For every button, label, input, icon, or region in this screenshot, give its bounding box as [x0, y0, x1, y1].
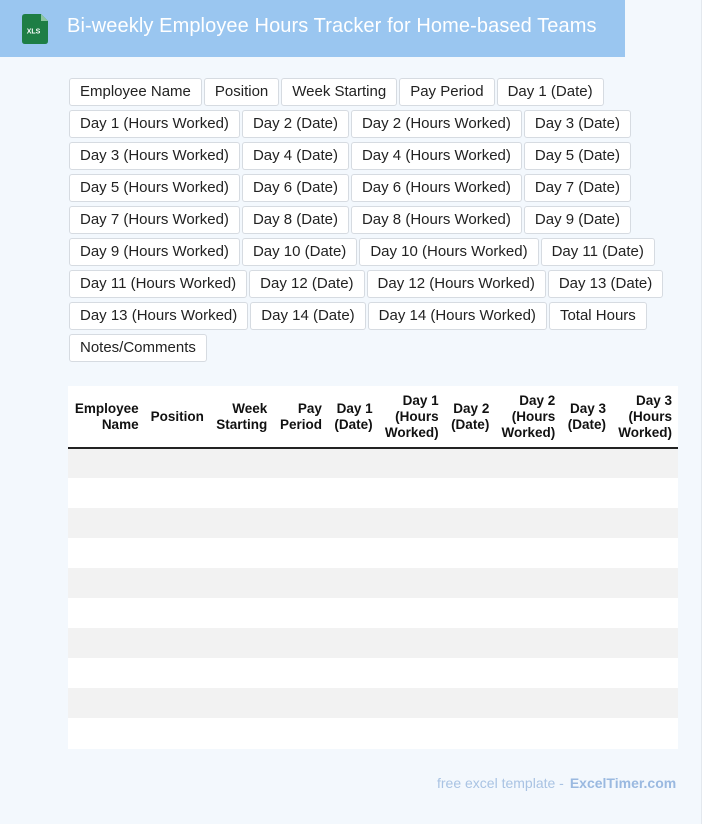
table-row [68, 508, 678, 538]
table-cell[interactable] [561, 538, 612, 568]
table-cell[interactable] [379, 628, 445, 658]
table-cell[interactable] [210, 568, 273, 598]
table-cell[interactable] [273, 658, 328, 688]
column-header [612, 386, 678, 448]
field-chip[interactable]: Position [204, 78, 279, 106]
table-cell[interactable] [68, 658, 145, 688]
table-cell[interactable] [273, 718, 328, 748]
column-header-line: (Date) [334, 416, 373, 432]
table-cell[interactable] [612, 448, 678, 478]
table-cell[interactable] [379, 448, 445, 478]
field-chip[interactable]: Day 11 (Hours Worked) [69, 270, 247, 298]
table-cell[interactable] [210, 448, 273, 478]
table-cell[interactable] [273, 568, 328, 598]
table-cell[interactable] [379, 718, 445, 748]
field-chip[interactable]: Day 14 (Date) [250, 302, 365, 330]
table-cell[interactable] [445, 508, 496, 538]
table-cell[interactable] [495, 448, 561, 478]
column-header [495, 386, 561, 448]
table-cell[interactable] [495, 478, 561, 508]
column-header [561, 386, 612, 448]
table-cell[interactable] [495, 718, 561, 748]
table-cell[interactable] [68, 508, 145, 538]
table-cell[interactable] [612, 718, 678, 748]
table-cell[interactable] [445, 628, 496, 658]
table-cell[interactable] [379, 478, 445, 508]
table-cell[interactable] [495, 598, 561, 628]
table-cell[interactable] [612, 598, 678, 628]
column-header-line: Worked) [384, 424, 439, 440]
page-title: Bi-weekly Employee Hours Tracker for Home-based Teams [67, 15, 597, 37]
column-header-line: Name [101, 416, 139, 432]
table-cell[interactable] [210, 628, 273, 658]
table-cell[interactable] [561, 688, 612, 718]
table-cell[interactable] [445, 658, 496, 688]
column-header-line: Starting [216, 416, 268, 432]
table-cell[interactable] [328, 508, 379, 538]
column-header [68, 386, 145, 448]
table-cell[interactable] [145, 658, 210, 688]
table-cell[interactable] [145, 478, 210, 508]
table-cell[interactable] [328, 688, 379, 718]
table-row [68, 478, 678, 508]
table-cell[interactable] [210, 688, 273, 718]
table-cell[interactable] [145, 508, 210, 538]
field-chip[interactable]: Day 5 (Date) [524, 142, 631, 170]
field-chip[interactable]: Day 13 (Date) [548, 270, 663, 298]
table-row [68, 448, 678, 478]
field-chip[interactable]: Day 11 (Date) [541, 238, 655, 266]
table-cell[interactable] [612, 568, 678, 598]
column-header-line: (Hours [511, 408, 556, 424]
table-cell[interactable] [495, 568, 561, 598]
column-header [328, 386, 379, 448]
field-chip[interactable]: Day 12 (Hours Worked) [367, 270, 546, 298]
table-cell[interactable] [68, 598, 145, 628]
column-header-line: Day 3 [569, 400, 606, 416]
table-cell[interactable] [379, 598, 445, 628]
field-chip[interactable]: Notes/Comments [69, 334, 207, 362]
table-cell[interactable] [68, 568, 145, 598]
column-header-line: Week [232, 400, 268, 416]
column-header-line: (Hours [628, 408, 672, 424]
table-cell[interactable] [495, 658, 561, 688]
table-cell[interactable] [328, 718, 379, 748]
table-cell[interactable] [68, 628, 145, 658]
table-cell[interactable] [145, 568, 210, 598]
table-cell[interactable] [68, 538, 145, 568]
field-chip[interactable]: Day 8 (Hours Worked) [351, 206, 522, 234]
table-cell[interactable] [561, 448, 612, 478]
table-cell[interactable] [445, 598, 496, 628]
table-cell[interactable] [328, 628, 379, 658]
xls-icon-label: XLS [26, 28, 41, 36]
table-cell[interactable] [145, 718, 210, 748]
table-cell[interactable] [612, 478, 678, 508]
table-row [68, 658, 678, 688]
table-cell[interactable] [145, 448, 210, 478]
field-chip[interactable]: Day 3 (Date) [524, 110, 631, 138]
table-cell[interactable] [68, 478, 145, 508]
table-cell[interactable] [445, 538, 496, 568]
table-cell[interactable] [561, 658, 612, 688]
field-chip-list [69, 78, 669, 362]
table-row [68, 628, 678, 658]
table-cell[interactable] [561, 718, 612, 748]
field-chip[interactable]: Day 1 (Date) [497, 78, 604, 106]
table-cell[interactable] [210, 598, 273, 628]
table-cell[interactable] [328, 598, 379, 628]
column-header-line: Worked) [618, 424, 672, 440]
table-cell[interactable] [612, 658, 678, 688]
table-cell[interactable] [273, 598, 328, 628]
table-cell[interactable] [495, 628, 561, 658]
table-row [68, 568, 678, 598]
table-row [68, 538, 678, 568]
column-header [379, 386, 445, 448]
field-chip[interactable]: Employee Name [69, 78, 202, 106]
table-cell[interactable] [495, 508, 561, 538]
footer [437, 775, 676, 791]
table-cell[interactable] [561, 508, 612, 538]
table-cell[interactable] [612, 538, 678, 568]
table-cell[interactable] [328, 448, 379, 478]
table-cell[interactable] [328, 478, 379, 508]
column-header-line: Day 2 [519, 392, 556, 408]
tracker-table [68, 386, 678, 749]
field-chip[interactable]: Day 14 (Hours Worked) [368, 302, 547, 330]
field-chip[interactable]: Day 7 (Date) [524, 174, 631, 202]
field-chip[interactable]: Day 2 (Hours Worked) [351, 110, 522, 138]
title-bar [0, 0, 625, 57]
column-header-line: Day 1 [402, 392, 439, 408]
field-chip[interactable]: Day 4 (Hours Worked) [351, 142, 522, 170]
table-cell[interactable] [273, 448, 328, 478]
table-cell[interactable] [379, 688, 445, 718]
table-cell[interactable] [612, 508, 678, 538]
field-chip[interactable]: Week Starting [281, 78, 397, 106]
field-chip[interactable]: Day 5 (Hours Worked) [69, 174, 240, 202]
table-cell[interactable] [273, 688, 328, 718]
table-cell[interactable] [445, 448, 496, 478]
table-cell[interactable] [145, 688, 210, 718]
field-chip[interactable]: Day 13 (Hours Worked) [69, 302, 248, 330]
table-cell[interactable] [68, 448, 145, 478]
field-chip[interactable]: Day 6 (Date) [242, 174, 349, 202]
table-cell[interactable] [273, 538, 328, 568]
table-cell[interactable] [495, 538, 561, 568]
table-cell[interactable] [561, 478, 612, 508]
column-header [445, 386, 496, 448]
table-cell[interactable] [273, 508, 328, 538]
table-cell[interactable] [68, 718, 145, 748]
table-cell[interactable] [68, 688, 145, 718]
table-row [68, 718, 678, 748]
field-chip[interactable]: Day 8 (Date) [242, 206, 349, 234]
table-cell[interactable] [210, 478, 273, 508]
table-cell[interactable] [145, 598, 210, 628]
xls-file-icon [22, 14, 50, 44]
column-header-line: Worked) [501, 424, 556, 440]
column-header [145, 386, 210, 448]
column-header-line: Day 3 [635, 392, 672, 408]
column-header-line: Day 1 [336, 400, 373, 416]
column-header-line: Pay [297, 400, 322, 416]
field-chip[interactable]: Total Hours [549, 302, 647, 330]
table-cell[interactable] [273, 628, 328, 658]
table-cell[interactable] [445, 568, 496, 598]
table-cell[interactable] [561, 598, 612, 628]
table-row [68, 688, 678, 718]
table-cell[interactable] [210, 658, 273, 688]
table-cell[interactable] [379, 658, 445, 688]
field-chip[interactable]: Day 9 (Date) [524, 206, 631, 234]
column-header-line: (Date) [451, 416, 490, 432]
column-header [273, 386, 328, 448]
field-chip[interactable]: Day 2 (Date) [242, 110, 349, 138]
table-cell[interactable] [328, 568, 379, 598]
table-cell[interactable] [379, 538, 445, 568]
field-chip[interactable]: Day 10 (Hours Worked) [359, 238, 538, 266]
table-row [68, 598, 678, 628]
field-chip[interactable]: Day 1 (Hours Worked) [69, 110, 240, 138]
table-cell[interactable] [445, 718, 496, 748]
column-header-line: Period [279, 416, 322, 432]
field-chip[interactable]: Pay Period [399, 78, 494, 106]
table-cell[interactable] [145, 538, 210, 568]
column-header-line: (Date) [567, 416, 606, 432]
field-chip[interactable]: Day 3 (Hours Worked) [69, 142, 240, 170]
table-cell[interactable] [328, 538, 379, 568]
table-cell[interactable] [145, 628, 210, 658]
table-cell[interactable] [210, 538, 273, 568]
table-header-row [68, 386, 678, 448]
field-chip[interactable]: Day 6 (Hours Worked) [351, 174, 522, 202]
field-chip[interactable]: Day 10 (Date) [242, 238, 357, 266]
field-chip[interactable]: Day 12 (Date) [249, 270, 364, 298]
table-cell[interactable] [495, 688, 561, 718]
table-cell[interactable] [612, 688, 678, 718]
field-chip[interactable]: Day 7 (Hours Worked) [69, 206, 240, 234]
table-cell[interactable] [210, 718, 273, 748]
table-cell[interactable] [328, 658, 379, 688]
column-header-line: Day 2 [453, 400, 490, 416]
table-cell[interactable] [561, 568, 612, 598]
table-cell[interactable] [561, 628, 612, 658]
field-chip[interactable]: Day 4 (Date) [242, 142, 349, 170]
field-chip[interactable]: Day 9 (Hours Worked) [69, 238, 240, 266]
column-header-line: Employee [74, 400, 139, 416]
table-cell[interactable] [273, 478, 328, 508]
table-cell[interactable] [445, 688, 496, 718]
table-cell[interactable] [612, 628, 678, 658]
column-header-line: (Hours [395, 408, 439, 424]
footer-brand-link[interactable]: ExcelTimer.com [569, 775, 677, 791]
column-header [210, 386, 273, 448]
table-cell[interactable] [445, 478, 496, 508]
column-header-line: Position [150, 408, 204, 424]
table-cell[interactable] [210, 508, 273, 538]
table-cell[interactable] [379, 508, 445, 538]
footer-text: free excel template - [437, 775, 564, 791]
table-cell[interactable] [379, 568, 445, 598]
